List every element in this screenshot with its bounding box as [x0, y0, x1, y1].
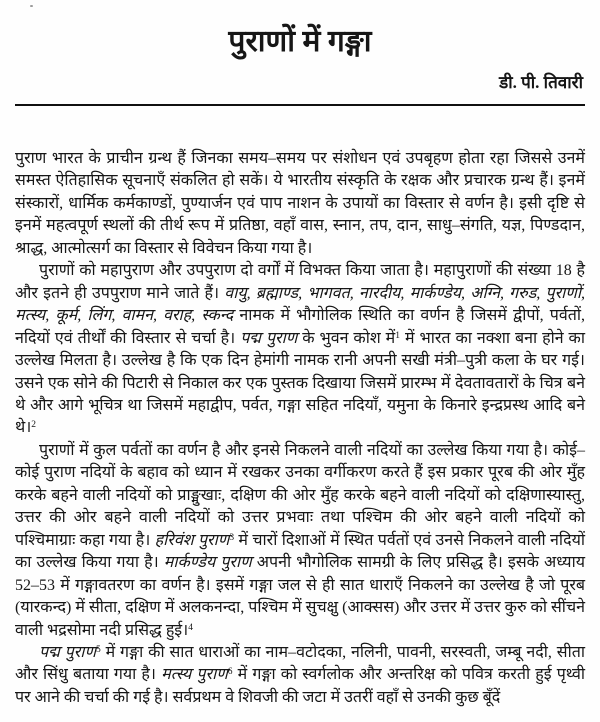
text-run: अपनी भौगोलिक सामग्री के लिए प्रसिद्ध है। इसके अध्याय 52–53 में गङ्गावतरण का वर्णन है। इसमें गङ्गा जल से ही सात धाराएँ निकलने का उल्लेख है जो पूरब (यारकन्द) में सीता, दक्षिण में अलकनन्दा, पश्चिम में सुचक्षु (आक्सस) और उत्तर में उत्तर कुरु को सींचने वाली भद्रसोमा नदी प्रसिद्ध हुई।: [15, 554, 586, 639]
scan-speck: [30, 5, 33, 7]
purana-name-italic: मत्स्य पुराण: [161, 666, 228, 684]
page-title: पुराणों में गङ्गा: [228, 25, 372, 58]
purana-name-italic: मार्कण्डेय पुराण: [163, 554, 252, 572]
footnote-marker: 1: [395, 330, 400, 341]
purana-name-italic: पद्म पुराण: [39, 643, 97, 661]
paragraph: [15, 440, 585, 642]
text-run: पुराण भारत के प्राचीन ग्रन्थ हैं जिनका समय–समय पर संशोधन एवं उपबृहण होता रहा जिससे उनमें समस्त ऐतिहासिक सूचनाएँ संकलित हो सकें। ये भारतीय संस्कृति के रक्षक और प्रचारक ग्रन्थ हैं। इनमें संस्कारों, धार्मिक कर्मकाण्डों, पुण्यार्जन एवं पाप नाशन के उपायों का विस्तार से वर्णन है। इसी दृष्टि से इनमें महत्वपूर्ण स्थलों की तीर्थ रूप में प्रतिष्ठा, वहाँ वास, स्नान, तप, दान, साधु–संगति, यज्ञ, पिण्डदान, श्राद्ध, आत्मोत्सर्ग का विस्तार से विवेचन किया गया है।: [15, 150, 585, 257]
footnote-marker: 2: [31, 420, 37, 431]
paragraph: [15, 148, 585, 260]
text-run: पुराणों को महापुराण और उपपुराण दो वर्गों में विभक्त किया जाता है। महापुराणों की संख्या 18 है और इतने ही उपपुराण माने जाते हैं।: [15, 262, 585, 302]
purana-name-italic: वायु, ब्रह्माण्ड, भागवत, नारदीय, मार्कण्डेय, अग्नि, गरुड, पुराणों, मत्स्य, कूर्म, लिंग, वामन, वराह, स्कन्द: [15, 284, 585, 325]
paragraph: [15, 260, 585, 440]
text-run: में गङ्गा की सात धाराओं का नाम–वटोदका, नलिनी, पावनी, सरस्वती, जम्बू नदी, सीता और सिंधु बताया गया है।: [15, 643, 585, 684]
article-body: [15, 148, 585, 709]
paragraph: [15, 642, 585, 709]
footnote-marker: 5: [96, 644, 101, 655]
text-run: में गङ्गा को स्वर्गलोक और अन्तरिक्ष को पवित्र करती हुई पृथ्वी पर आने की चर्चा की गई है। सर्वप्रथम वे शिवजी की जटा में उतरीं वहाँ से उनकी कुछ बूँदें: [15, 666, 585, 706]
text-run: में चारों दिशाओं में स्थित पर्वतों एवं उनसे निकलने वाली नदियों का उल्लेख किया गया है।: [15, 531, 585, 572]
text-run: के भुवन कोश में: [297, 329, 396, 347]
text-run: पुराणों में कुल पर्वतों का वर्णन है और इनसे निकलने वाली नदियों का उल्लेख किया गया है। कोई–कोई पुराण नदियों के बहाव को ध्यान में रखकर उनका वर्गीकरण करते हैं इस प्रकार पूरब की ओर मुँह करके बहने वाली नदियों को प्राङ्मुखाः, दक्षिण की ओर मुँह करके बहने वाली नदियों को दक्षिणास्यास्तु, उत्तर की ओर बहने वाली नदियों को उत्तर प्रभवाः तथा पश्चिम की ओर बहने वाली नदियों को पश्चिमाग्राः कहा गया है।: [15, 441, 585, 549]
purana-name-italic: हरिवंश पुराण: [154, 531, 230, 549]
purana-name-italic: पद्म पुराण: [240, 329, 298, 347]
header-divider: [15, 104, 585, 106]
footnote-marker: 4: [188, 622, 193, 633]
footnote-marker: 6: [227, 667, 233, 678]
text-run: में भारत का नक्शा बना होने का उल्लेख मिलता है। उल्लेख है कि एक दिन हेमांगी नामक रानी अपनी सखी मंत्री–पुत्री कला के घर गई। उसने एक सोने की पिटारी से निकाल कर एक पुस्तक दिखाया जिसमें प्रारम्भ में देवतावतारों के चित्र बने थे और आगे भूचित्र था जिसमें महाद्वीप, पर्वत, गङ्गा सहित नदियाँ, यमुना के किनारे इन्द्रप्रस्थ आदि बने थे।: [15, 329, 585, 437]
footnote-marker: 3: [229, 532, 235, 543]
author-name: डी. पी. तिवारी: [499, 73, 583, 92]
text-run: नामक में भौगोलिक स्थिति का वर्णन है जिसमें द्वीपों, पर्वतों, नदियों एवं तीर्थों की विस्तार से चर्चा है।: [15, 307, 585, 347]
